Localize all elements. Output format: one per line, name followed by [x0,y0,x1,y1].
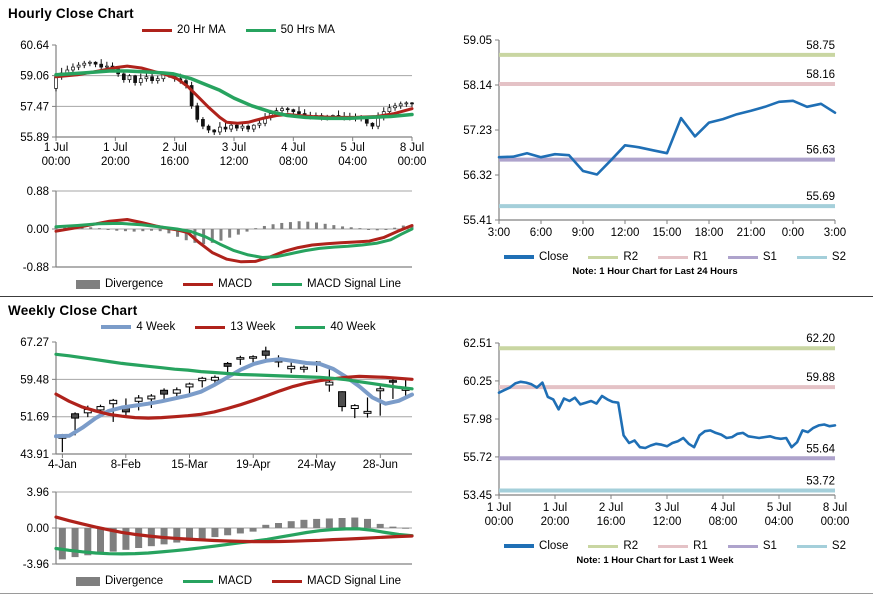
hourly-price-chart [0,23,437,183]
legend-label: 20 Hr MA [177,24,226,36]
svg-text:18:00: 18:00 [694,227,724,239]
legend-label: Close [539,540,569,552]
hourly-close-section [0,0,437,296]
svg-text:16:00: 16:00 [596,516,626,528]
svg-text:04:00: 04:00 [338,156,368,168]
legend-label: Divergence [104,278,164,290]
svg-text:60.64: 60.64 [20,40,49,52]
legend-swatch-macd-signal-line [272,283,302,286]
legend-swatch-40-week [295,326,325,329]
svg-text:8 Jul: 8 Jul [399,142,425,154]
svg-text:59.05: 59.05 [463,35,492,47]
svg-text:60.25: 60.25 [463,375,492,388]
svg-text:00:00: 00:00 [41,156,71,168]
svg-text:62.51: 62.51 [463,338,492,350]
legend-label: MACD Signal Line [307,278,401,290]
bottom-divider [0,593,873,594]
chart-legend [40,320,437,334]
svg-text:59.06: 59.06 [20,70,49,83]
legend-item-macd [183,277,252,291]
legend-item-s2 [797,250,846,264]
svg-text:55.41: 55.41 [463,215,492,227]
svg-text:51.69: 51.69 [20,411,49,424]
svg-text:55.69: 55.69 [806,191,835,204]
hourly-chart-title: Hourly Close Chart [8,6,134,21]
svg-text:56.32: 56.32 [463,170,492,182]
legend-item-macd-signal-line [272,574,401,588]
legend-label: R2 [623,251,639,263]
legend-item-4-week [101,320,175,334]
legend-item-13-week [195,320,275,334]
svg-text:56.63: 56.63 [806,144,835,157]
svg-text:12:00: 12:00 [652,516,682,528]
hourly-macd-chart [0,183,437,291]
legend-label: S2 [831,540,846,552]
svg-text:20:00: 20:00 [100,156,130,168]
svg-text:08:00: 08:00 [708,516,738,528]
svg-text:43.91: 43.91 [20,449,49,461]
svg-text:15-Mar: 15-Mar [171,459,208,471]
svg-text:6:00: 6:00 [529,227,553,239]
weekly-pivot-chart [437,299,873,553]
legend-label: Close [539,251,569,263]
svg-text:57.23: 57.23 [463,125,492,137]
svg-text:4 Jul: 4 Jul [281,142,306,154]
svg-text:15:00: 15:00 [652,227,682,239]
legend-label: MACD Signal Line [307,575,401,587]
legend-swatch-macd-signal-line [272,580,302,583]
svg-text:-3.96: -3.96 [22,559,49,571]
svg-text:08:00: 08:00 [278,156,308,168]
svg-text:9:00: 9:00 [571,227,595,239]
svg-text:58.16: 58.16 [806,69,835,82]
legend-item-r2 [588,250,638,264]
chart-legend [477,250,873,264]
svg-text:19-Apr: 19-Apr [235,459,271,471]
legend-item-s1 [728,539,777,553]
svg-text:2 Jul: 2 Jul [598,502,624,514]
svg-text:53.45: 53.45 [463,490,492,502]
weekly-chart-title: Weekly Close Chart [8,303,138,318]
svg-text:20:00: 20:00 [540,516,570,528]
weekly-price-chart [0,320,437,484]
legend-swatch-r1 [658,545,688,548]
hourly-pivot-section [437,0,873,296]
weekly-note: Note: 1 Hour Chart for Last 1 Week [576,555,734,566]
svg-text:12:00: 12:00 [610,227,640,239]
legend-swatch-r1 [658,256,688,259]
svg-text:-0.88: -0.88 [22,262,49,274]
legend-swatch-4-week [101,325,131,329]
svg-text:57.47: 57.47 [20,101,49,114]
svg-text:55.89: 55.89 [20,132,49,144]
legend-label: Divergence [104,575,164,587]
svg-text:59.48: 59.48 [20,374,49,387]
legend-item-close [504,539,568,553]
svg-text:67.27: 67.27 [20,337,49,349]
svg-text:24-May: 24-May [297,459,336,471]
svg-text:58.75: 58.75 [806,39,835,52]
legend-swatch-close [504,544,534,548]
legend-label: S1 [762,251,777,263]
legend-label: R1 [693,251,708,263]
svg-text:1 Jul: 1 Jul [542,502,568,514]
svg-text:3 Jul: 3 Jul [221,142,247,154]
legend-label: S1 [762,540,777,552]
chart-legend [40,574,437,588]
legend-label: MACD [218,575,253,587]
svg-text:0.88: 0.88 [26,186,49,198]
svg-text:0.00: 0.00 [26,523,49,535]
legend-swatch-macd [183,283,213,286]
svg-text:00:00: 00:00 [820,516,850,528]
legend-item-divergence [76,277,163,291]
svg-text:00:00: 00:00 [397,156,427,168]
svg-text:4 Jul: 4 Jul [710,502,736,514]
svg-text:21:00: 21:00 [736,227,766,239]
hourly-note: Note: 1 Hour Chart for Last 24 Hours [572,266,738,277]
svg-text:8-Feb: 8-Feb [110,459,141,471]
legend-label: 40 Week [330,321,376,333]
section-divider [0,296,873,297]
legend-item-r1 [658,250,708,264]
legend-swatch-13-week [195,326,225,329]
svg-text:58.14: 58.14 [463,80,492,92]
legend-swatch-s2 [797,256,827,259]
legend-item-macd [183,574,252,588]
svg-text:1 Jul: 1 Jul [486,502,512,514]
svg-text:5 Jul: 5 Jul [766,502,792,514]
legend-swatch-r2 [588,256,618,259]
svg-text:57.98: 57.98 [463,414,492,426]
legend-swatch-50-hrs-ma [246,29,276,32]
svg-text:2 Jul: 2 Jul [162,142,187,154]
legend-item-50-hrs-ma [246,23,335,37]
weekly-pivot-section [437,297,873,593]
svg-text:3.96: 3.96 [26,487,49,499]
legend-swatch-s1 [728,545,758,548]
chart-legend [40,23,437,37]
svg-text:1 Jul: 1 Jul [43,142,69,154]
legend-swatch-divergence [76,577,100,586]
svg-text:28-Jun: 28-Jun [362,459,398,471]
legend-item-divergence [76,574,163,588]
svg-text:04:00: 04:00 [764,516,794,528]
legend-swatch-macd [183,580,213,583]
svg-text:55.64: 55.64 [806,443,835,456]
hourly-pivot-chart [437,2,873,264]
legend-item-20-hr-ma [142,23,226,37]
chart-legend [477,539,873,553]
legend-item-macd-signal-line [272,277,401,291]
weekly-macd-chart [0,484,437,588]
legend-label: MACD [218,278,253,290]
legend-item-s2 [797,539,846,553]
legend-item-close [504,250,568,264]
legend-label: R1 [693,540,708,552]
svg-text:1 Jul: 1 Jul [103,142,128,154]
legend-label: 13 Week [230,321,276,333]
weekly-close-section [0,297,437,593]
svg-text:00:00: 00:00 [484,516,514,528]
legend-label: 4 Week [136,321,176,333]
svg-text:4-Jan: 4-Jan [48,459,77,471]
legend-swatch-s2 [797,545,827,548]
svg-text:8 Jul: 8 Jul [822,502,848,514]
legend-item-r1 [658,539,708,553]
legend-swatch-20-hr-ma [142,29,172,32]
legend-swatch-s1 [728,256,758,259]
legend-item-40-week [295,320,375,334]
legend-swatch-divergence [76,280,100,289]
svg-text:55.72: 55.72 [463,451,492,464]
svg-text:3:00: 3:00 [487,227,511,239]
svg-text:0.00: 0.00 [26,224,49,236]
svg-text:5 Jul: 5 Jul [340,142,365,154]
legend-swatch-r2 [588,545,618,548]
chart-legend [40,277,437,291]
legend-label: R2 [623,540,639,552]
svg-text:53.72: 53.72 [806,475,835,488]
svg-text:0:00: 0:00 [781,227,805,239]
svg-text:59.88: 59.88 [806,372,835,385]
svg-text:12:00: 12:00 [219,156,249,168]
svg-text:16:00: 16:00 [160,156,190,168]
legend-label: 50 Hrs MA [280,24,335,36]
svg-text:3:00: 3:00 [823,227,847,239]
legend-item-r2 [588,539,638,553]
legend-swatch-close [504,255,534,259]
legend-item-s1 [728,250,777,264]
legend-label: S2 [831,251,846,263]
svg-text:3 Jul: 3 Jul [654,502,680,514]
svg-text:62.20: 62.20 [806,333,835,346]
